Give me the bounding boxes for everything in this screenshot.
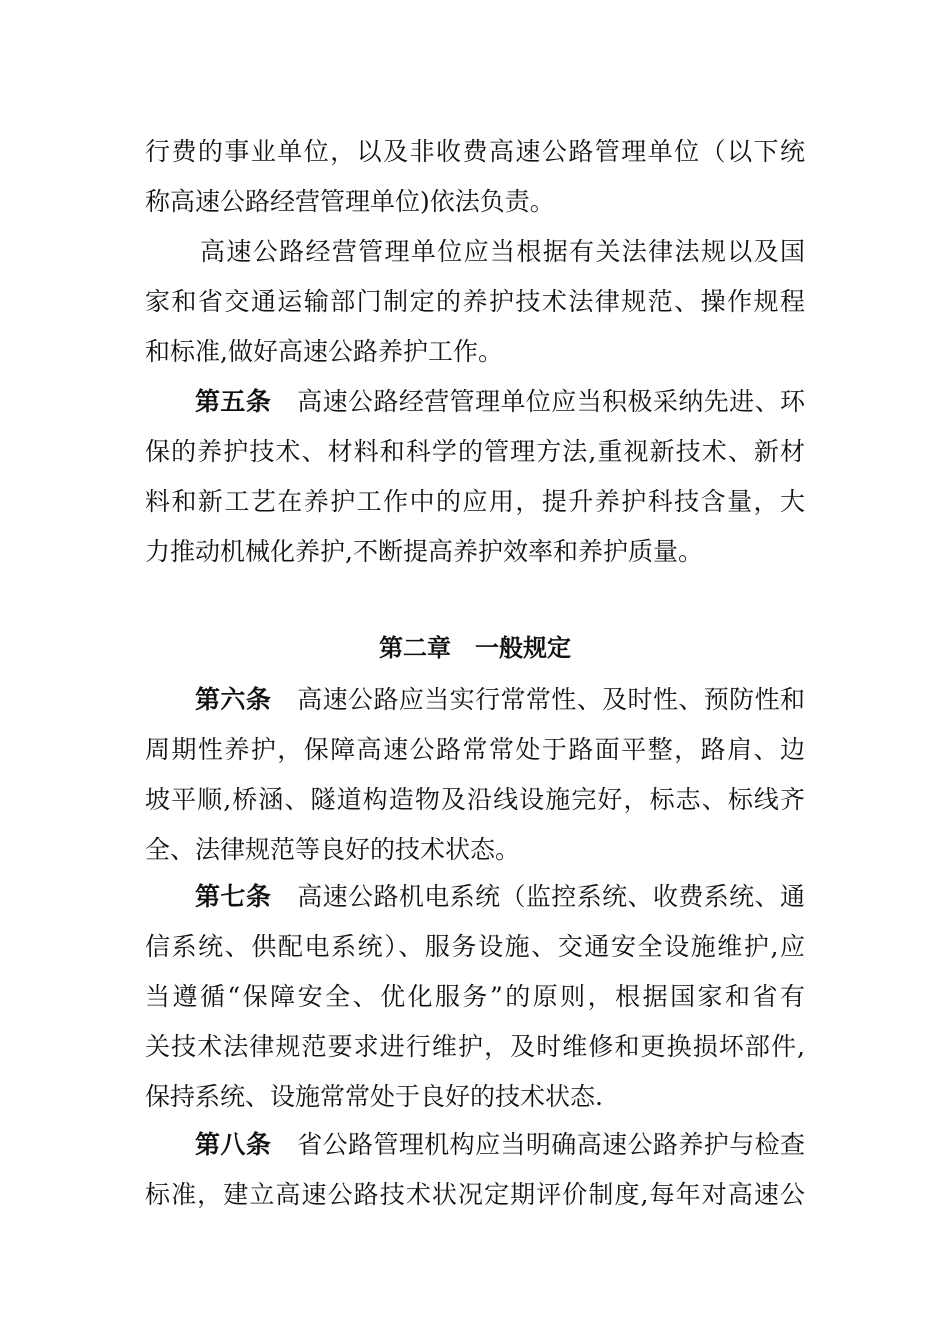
article-8-text: 省公路管理机构应当明确高速公路养护与检查 <box>297 1130 805 1159</box>
article-7-first-line <box>195 872 805 922</box>
article-5-label: 第五条 <box>195 387 272 416</box>
paragraph-line: 料和新工艺在养护工作中的应用，提升养护科技含量，大 <box>145 487 805 516</box>
paragraph-line: 家和省交通运输部门制定的养护技术法律规范、操作规程 <box>145 287 805 316</box>
paragraph-line: 标准，建立高速公路技术状况定期评价制度,每年对高速公 <box>145 1180 805 1209</box>
paragraph-line: 坡平顺,桥涵、隧道构造物及沿线设施完好，标志、标线齐 <box>145 785 805 814</box>
article-6-label: 第六条 <box>195 685 272 714</box>
paragraph-line: 称高速公路经营管理单位)依法负责。 <box>145 187 555 216</box>
chapter-heading: 第二章 一般规定 <box>379 634 571 662</box>
paragraph-line: 信系统、供配电系统）、服务设施、交通安全设施维护,应 <box>145 932 805 961</box>
paragraph-line: 行费的事业单位，以及非收费高速公路管理单位（以下统 <box>145 137 805 166</box>
article-7-label: 第七条 <box>195 882 272 911</box>
paragraph-line: 当遵循“保障安全、优化服务”的原则，根据国家和省有 <box>145 982 805 1011</box>
paragraph-line: 周期性养护，保障高速公路常常处于路面平整，路肩、边 <box>145 735 805 764</box>
article-5-text: 高速公路经营管理单位应当积极采纳先进、环 <box>297 387 805 416</box>
article-6-text: 高速公路应当实行常常性、及时性、预防性和 <box>297 685 805 714</box>
article-8-label: 第八条 <box>195 1130 272 1159</box>
paragraph-line: 保的养护技术、材料和科学的管理方法,重视新技术、新材 <box>145 437 805 466</box>
paragraph-line: 全、法律规范等良好的技术状态。 <box>145 835 521 864</box>
paragraph-line: 关技术法律规范要求进行维护，及时维修和更换损坏部件, <box>145 1032 805 1061</box>
article-7-text: 高速公路机电系统（监控系统、收费系统、通 <box>297 882 805 911</box>
paragraph-line: 保持系统、设施常常处于良好的技术状态. <box>145 1082 603 1111</box>
article-6-first-line <box>195 675 805 725</box>
article-5-first-line <box>195 377 805 427</box>
paragraph-line: 和标准,做好高速公路养护工作。 <box>145 337 503 366</box>
paragraph-line: 高速公路经营管理单位应当根据有关法律法规以及国 <box>200 237 805 266</box>
paragraph-line: 力推动机械化养护,不断提高养护效率和养护质量。 <box>145 537 703 566</box>
article-8-first-line <box>195 1120 805 1170</box>
